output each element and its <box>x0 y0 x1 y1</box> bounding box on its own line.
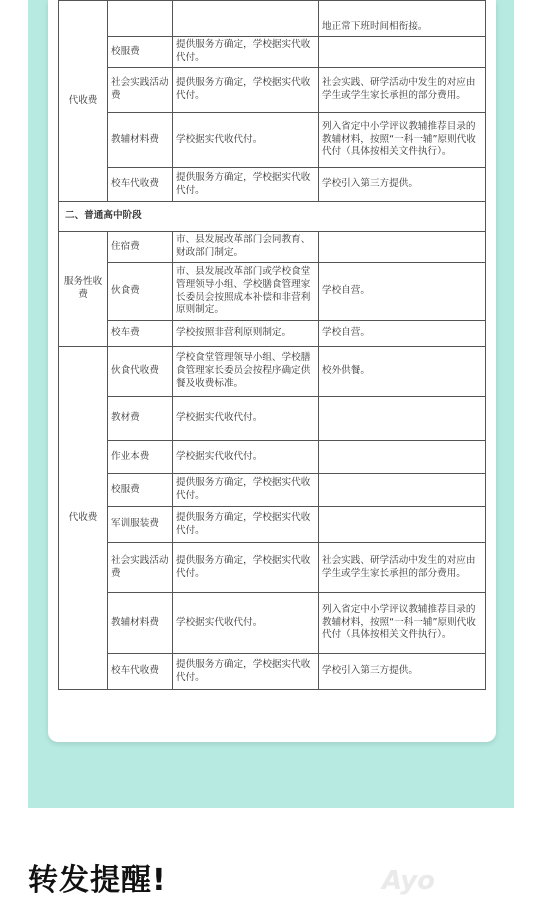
note-cell: 列入省定中小学评议教辅推荐目录的教辅材料，按照“一科一辅”原则代收代付（具体按相关文件执行）。 <box>319 593 486 654</box>
watermark: Ayo <box>382 866 436 896</box>
note-cell <box>319 441 486 474</box>
note-cell: 学校自营。 <box>319 321 486 347</box>
basis-cell: 学校据实代收代付。 <box>173 441 319 474</box>
basis-cell: 学校据实代收代付。 <box>173 113 319 168</box>
basis-cell: 提供服务方确定，学校据实代收代付。 <box>173 474 319 507</box>
category-cell: 代收费 <box>59 1 108 202</box>
table-row <box>59 263 486 321</box>
table-row <box>59 654 486 690</box>
basis-cell: 提供服务方确定，学校据实代收代付。 <box>173 168 319 202</box>
basis-cell: 学校食堂管理领导小组、学校膳食管理家长委员会按程序确定供餐及收费标准。 <box>173 347 319 397</box>
table-row <box>59 232 486 263</box>
basis-cell: 提供服务方确定，学校据实代收代付。 <box>173 654 319 690</box>
table-row <box>59 543 486 593</box>
basis-cell <box>173 1 319 37</box>
item-cell: 作业本费 <box>108 441 173 474</box>
note-cell: 学校引入第三方提供。 <box>319 654 486 690</box>
category-cell: 服务性收费 <box>59 232 108 347</box>
table-row <box>59 113 486 168</box>
basis-cell: 学校据实代收代付。 <box>173 593 319 654</box>
item-cell: 社会实践活动费 <box>108 543 173 593</box>
item-cell <box>108 1 173 37</box>
item-cell: 伙食代收费 <box>108 347 173 397</box>
fee-table-wrap <box>58 0 485 690</box>
category-cell: 代收费 <box>59 347 108 690</box>
note-cell: 学校自营。 <box>319 263 486 321</box>
note-cell <box>319 474 486 507</box>
basis-cell: 市、县发展改革部门会同教育、财政部门制定。 <box>173 232 319 263</box>
item-cell: 伙食费 <box>108 263 173 321</box>
note-cell <box>319 507 486 543</box>
note-cell <box>319 37 486 68</box>
table-row <box>59 168 486 202</box>
item-cell: 军训服装费 <box>108 507 173 543</box>
table-row <box>59 37 486 68</box>
table-row <box>59 474 486 507</box>
item-cell: 社会实践活动费 <box>108 68 173 113</box>
item-cell: 住宿费 <box>108 232 173 263</box>
item-cell: 校车费 <box>108 321 173 347</box>
table-row <box>59 68 486 113</box>
table-row <box>59 593 486 654</box>
fee-table <box>58 0 486 690</box>
note-cell: 校外供餐。 <box>319 347 486 397</box>
note-cell: 地正常下班时间相衔接。 <box>319 1 486 37</box>
item-cell: 校服费 <box>108 474 173 507</box>
note-cell: 列入省定中小学评议教辅推荐目录的教辅材料，按照“一科一辅”原则代收代付（具体按相关文件执行）。 <box>319 113 486 168</box>
note-cell: 社会实践、研学活动中发生的对应由学生或学生家长承担的部分费用。 <box>319 543 486 593</box>
note-cell <box>319 397 486 441</box>
basis-cell: 学校按照非营利原则制定。 <box>173 321 319 347</box>
note-cell <box>319 232 486 263</box>
item-cell: 教辅材料费 <box>108 113 173 168</box>
table-row <box>59 507 486 543</box>
item-cell: 校服费 <box>108 37 173 68</box>
table-row <box>59 1 486 37</box>
table-row <box>59 347 486 397</box>
basis-cell: 提供服务方确定，学校据实代收代付。 <box>173 37 319 68</box>
basis-cell: 市、县发展改革部门或学校食堂管理领导小组、学校膳食管理家长委员会按照成本补偿和非营利原则制定。 <box>173 263 319 321</box>
table-row <box>59 321 486 347</box>
table-row <box>59 397 486 441</box>
note-cell: 社会实践、研学活动中发生的对应由学生或学生家长承担的部分费用。 <box>319 68 486 113</box>
section-row <box>59 202 486 232</box>
item-cell: 校车代收费 <box>108 168 173 202</box>
basis-cell: 提供服务方确定，学校据实代收代付。 <box>173 68 319 113</box>
table-row <box>59 441 486 474</box>
basis-cell: 提供服务方确定，学校据实代收代付。 <box>173 543 319 593</box>
reminder-title: 转发提醒! <box>28 863 167 898</box>
item-cell: 校车代收费 <box>108 654 173 690</box>
basis-cell: 提供服务方确定，学校据实代收代付。 <box>173 507 319 543</box>
item-cell: 教辅材料费 <box>108 593 173 654</box>
section-title: 二、普通高中阶段 <box>59 202 486 232</box>
item-cell: 教材费 <box>108 397 173 441</box>
document-card <box>48 0 496 742</box>
basis-cell: 学校据实代收代付。 <box>173 397 319 441</box>
note-cell: 学校引入第三方提供。 <box>319 168 486 202</box>
